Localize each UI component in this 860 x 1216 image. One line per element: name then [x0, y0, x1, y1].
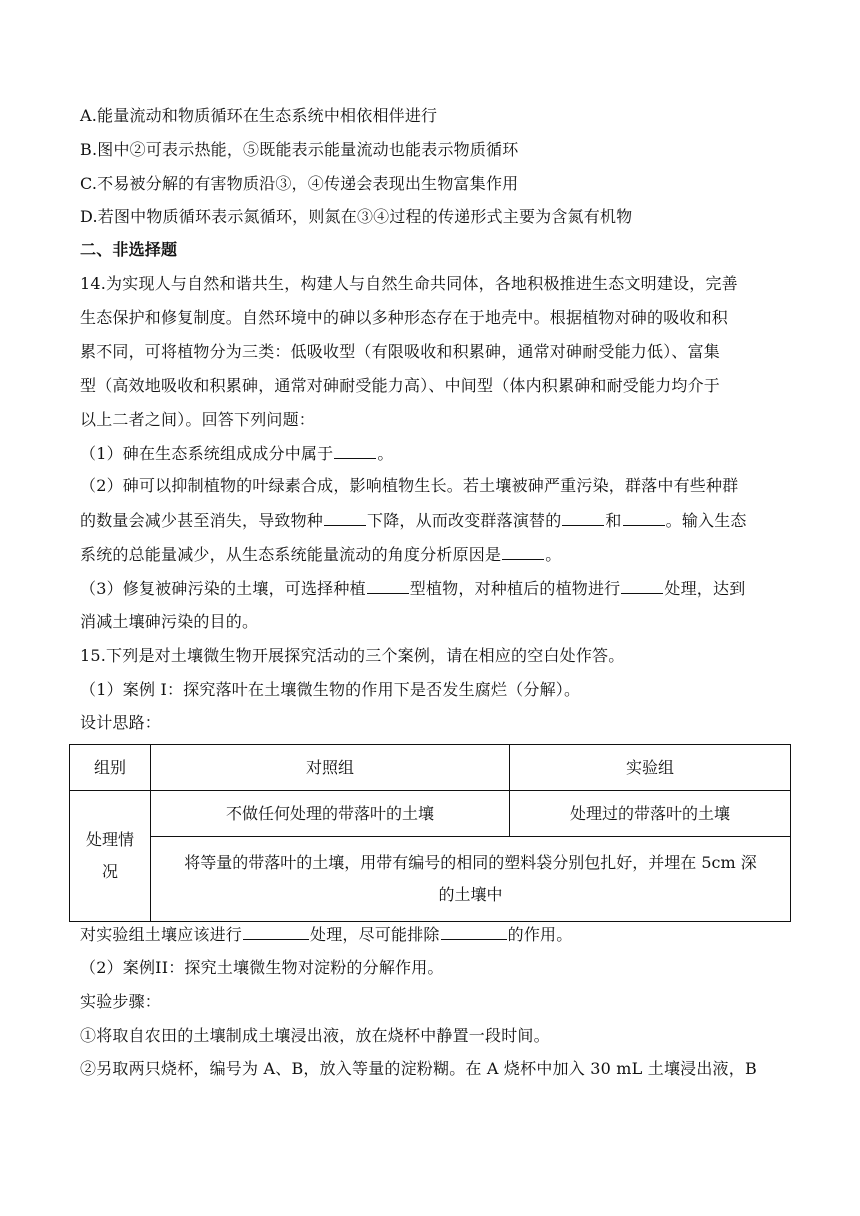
answer-blank[interactable] [502, 544, 544, 560]
answer-blank[interactable] [334, 443, 376, 459]
q14-part-2-line-1: （2）砷可以抑制植物的叶绿素合成，影响植物生长。若土壤被砷严重污染，群落中有些种群 [80, 476, 739, 495]
option-d: D.若图中物质循环表示氮循环，则氮在③④过程的传递形式主要为含氮有机物 [80, 207, 633, 226]
shared-procedure-line-1: 将等量的带落叶的土壤，用带有编号的相同的塑料袋分别包扎好，并埋在 5cm 深 [184, 853, 757, 872]
answer-blank[interactable] [324, 510, 366, 526]
experimental-treatment: 处理过的带落叶的土壤 [569, 803, 730, 823]
option-c: C.不易被分解的有害物质沿③，④传递会表现出生物富集作用 [80, 174, 519, 193]
q14-p3-text-1: （3）修复被砷污染的土壤，可选择种植 [80, 579, 366, 598]
q15-step-2: ②另取两只烧杯，编号为 A、B，放入等量的淀粉糊。在 A 烧杯中加入 30 mL 土壤浸出液，B [80, 1059, 757, 1078]
answer-blank[interactable] [367, 578, 409, 594]
q15-after-table [80, 924, 572, 945]
q14-p2-text-4: 。输入生态 [665, 511, 747, 530]
q15-intro: 15.下列是对土壤微生物开展探究活动的三个案例，请在相应的空白处作答。 [80, 646, 625, 665]
answer-blank[interactable] [562, 510, 604, 526]
q14-p3-text-2: 型植物，对种植后的植物进行 [409, 579, 621, 598]
shared-procedure-line-2: 的土壤中 [438, 885, 503, 904]
answer-blank[interactable] [441, 924, 507, 940]
q14-line-4: 型（高效地吸收和积累砷，通常对砷耐受能力高）、中间型（体内积累砷和耐受能力均介于 [80, 376, 721, 395]
q14-p2-text-5: 系统的总能量减少，从生态系统能量流动的角度分析原因是 [80, 545, 502, 564]
q14-p2-text-1: 的数量会减少甚至消失，导致物种 [80, 511, 324, 530]
q15-steps-label: 实验步骤： [80, 992, 162, 1011]
header-experimental: 实验组 [625, 757, 674, 777]
experiment-table [69, 744, 791, 922]
control-treatment: 不做任何处理的带落叶的土壤 [225, 803, 434, 823]
q14-p2-text-3: 和 [605, 511, 622, 530]
q15-design-label: 设计思路： [80, 713, 162, 732]
q14-p2-text-2: 下降，从而改变群落演替的 [367, 511, 562, 530]
after-text-3: 的作用。 [507, 925, 573, 944]
row-label-treatment [70, 791, 150, 921]
q14-part-2-line-3 [80, 544, 561, 565]
q14-part-2-line-2 [80, 510, 747, 531]
q14-line-1: 14.为实现人与自然和谐共生，构建人与自然生命共同体，各地积极推进生态文明建设，完善 [80, 274, 738, 293]
q14-part-1 [80, 443, 394, 464]
q14-part-3-line-2: 消减土壤砷污染的目的。 [80, 612, 259, 631]
after-text-1: 对实验组土壤应该进行 [80, 925, 243, 944]
q15-step-1: ①将取自农田的土壤制成土壤浸出液，放在烧杯中静置一段时间。 [80, 1026, 550, 1045]
q14-line-5: 以上二者之间）。回答下列问题： [80, 410, 316, 429]
option-a: A.能量流动和物质循环在生态系统中相依相伴进行 [80, 106, 438, 125]
q14-p2-text-6: 。 [545, 545, 562, 564]
row-label-line-2: 况 [101, 862, 118, 881]
row-label-line-1: 处理情 [85, 830, 134, 849]
q14-p1-text: （1）砷在生态系统组成成分中属于 [80, 444, 334, 463]
answer-blank[interactable] [623, 510, 665, 526]
header-group: 组别 [93, 757, 126, 777]
q14-part-3-line-1 [80, 578, 745, 599]
header-control: 对照组 [305, 757, 354, 777]
q14-line-2: 生态保护和修复制度。自然环境中的砷以多种形态存在于地壳中。根据植物对砷的吸收和积 [80, 308, 729, 327]
answer-blank[interactable] [621, 578, 663, 594]
q15-case-1: （1）案例 I：探究落叶在土壤微生物的作用下是否发生腐烂（分解）。 [80, 680, 581, 699]
option-b: B.图中②可表示热能，⑤既能表示能量流动也能表示物质循环 [80, 140, 519, 159]
answer-blank[interactable] [243, 924, 309, 940]
q14-p3-text-3: 处理，达到 [664, 579, 746, 598]
section-heading: 二、非选择题 [80, 240, 178, 259]
q14-line-3: 累不同，可将植物分为三类：低吸收型（有限吸收和积累砷，通常对砷耐受能力低）、富集 [80, 342, 721, 361]
after-text-2: 处理，尽可能排除 [310, 925, 440, 944]
shared-procedure [151, 837, 790, 921]
q14-p1-end: 。 [377, 444, 394, 463]
q15-case-2: （2）案例II：探究土壤微生物对淀粉的分解作用。 [80, 958, 444, 977]
